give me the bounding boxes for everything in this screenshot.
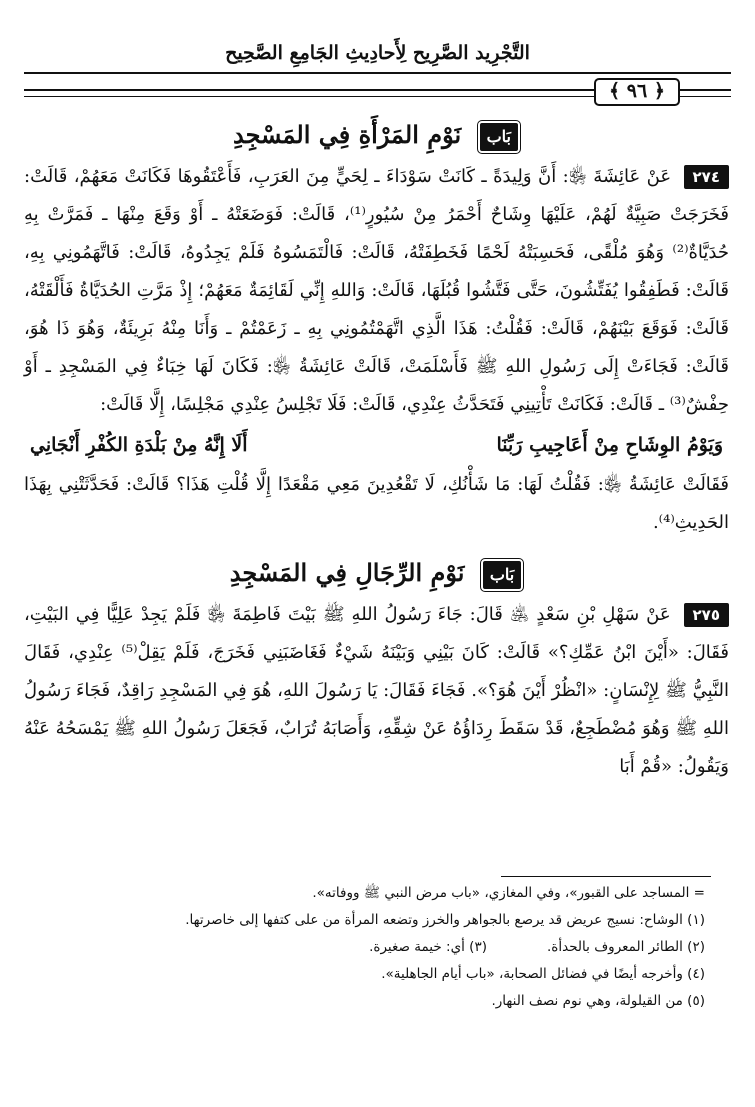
footnotes (40, 880, 705, 1015)
book-title: التَّجْرِيد الصَّرِيح لِأَحادِيثِ الجَامِعِ الصَّحِيح (225, 42, 530, 64)
hadith-text: عَنْ عَائِشَةَ ﵂: أَنَّ وَلِيدَةً ـ كَانَتْ سَوْدَاءَ ـ لِحَيٍّ مِنَ العَرَبِ، فَأَعْتَقُوهَا فَكَانَتْ مَعَهُمْ، قَالَتْ: فَخَرَجَتْ صَبِيَّةٌ لَهُمْ، عَلَيْهَا وِشَاحٌ أَحْمَرُ مِنْ سُيُورٍ⁽¹⁾، قَالَتْ: فَوَضَعَتْهُ ـ أَوْ وَقَعَ مِنْهَا ـ فَمَرَّتْ بِهِ حُدَيَّاةٌ⁽²⁾ وَهُوَ مُلْقًى، فَحَسِبَتْهُ لَحْمًا فَخَطِفَتْهُ، قَالَتْ: فَالْتَمَسُوهُ فَلَمْ يَجِدُوهُ، قَالَتْ: فَاتَّهَمُونِي بِهِ، قَالَتْ: فَطَفِقُوا يُفَتِّشُونَ، حَتَّى فَتَّشُوا قُبُلَهَا، قَالَتْ: وَاللهِ إِنِّي لَقَائِمَةٌ مَعَهُمْ؛ إِذْ مَرَّتِ الحُدَيَّاةُ فَأَلْقَتْهُ، قَالَتْ: فَوَقَعَ بَيْنَهُمْ، قَالَتْ: فَقُلْتُ: هَذَا الَّذِي اتَّهَمْتُمُونِي بِهِ ـ زَعَمْتُمْ ـ وَأَنَا مِنْهُ بَرِيئَةٌ، وَهُوَ ذَا هُوَ، قَالَتْ: فَجَاءَتْ إِلَى رَسُولِ اللهِ ﷺ فَأَسْلَمَتْ، قَالَتْ عَائِشَةُ ﵂: فَكَانَ لَهَا خِبَاءٌ فِي المَسْجِدِ ـ أَوْ حِفْشٌ⁽³⁾ ـ قَالَتْ: فَكَانَتْ تَأْتِينِي فَتَحَدَّثُ عِنْدِي، قَالَتْ: فَلَا تَجْلِسُ عِنْدِي مَجْلِسًا، إِلَّا قَالَتْ: (24, 166, 729, 415)
page-number-row (24, 78, 731, 102)
footnote-1: (١) الوشاح: نسيج عريض قد يرصع بالجواهر والخرز وتضعه المرأة من على كتفها إلى خاصرتها. (185, 912, 705, 928)
chapter-heading-2 (24, 550, 729, 596)
page-number: ﴿ ٩٦ ﴾ (594, 78, 680, 106)
hadith-274-continued: فَقَالَتْ عَائِشَةُ ﵂: فَقُلْتُ لَهَا: مَا شَأْنُكِ، لَا تَقْعُدِينَ مَعِي مَقْعَدًا إِلَّا قُلْتِ هَذَا؟ قَالَتْ: فَحَدَّثَتْنِي بِهَذَا الحَدِيثِ⁽⁴⁾. (24, 474, 729, 533)
footnote-4: (٤) وأخرجه أيضًا في فضائل الصحابة، «باب أيام الجاهلية». (381, 966, 705, 982)
footnote-rule (501, 876, 711, 877)
footnote-2: (٢) الطائر المعروف بالحدأة. (547, 939, 705, 955)
footnote-row (40, 934, 705, 961)
page-content (24, 112, 729, 786)
footnote-5: (٥) من القيلولة، وهي نوم نصف النهار. (491, 993, 705, 1009)
chapter-title: نَوْمِ المَرْأَةِ فِي المَسْجِدِ (233, 120, 462, 149)
hadith-number: ٢٧٤ (684, 165, 729, 189)
chapter-badge: بَاب (481, 559, 523, 591)
poem-hemistich-right: وَيَوْمُ الوِشَاحِ مِنْ أَعَاجِيبِ رَبِّنَا (496, 434, 723, 456)
footnote-continuation: = المساجد على القبور»، وفي المغازي، «باب مرض النبي ﷺ ووفاته». (312, 885, 705, 901)
hadith-number: ٢٧٥ (684, 603, 729, 627)
header-rule (24, 72, 731, 74)
chapter-heading-1 (24, 112, 729, 158)
footnote-3: (٣) أي: خيمة صغيرة. (369, 939, 487, 955)
poem-hemistich-left: أَلَا إِنَّهُ مِنْ بَلْدَةِ الكُفْرِ أَنْجَانِي (30, 434, 248, 456)
hadith-275 (24, 596, 729, 786)
hadith-274 (24, 158, 729, 424)
page-header (24, 38, 731, 100)
hadith-text: عَنْ سَهْلِ بْنِ سَعْدٍ ﵁ قَالَ: جَاءَ رَسُولُ اللهِ ﷺ بَيْتَ فَاطِمَةَ ﵂ فَلَمْ يَجِدْ عَلِيًّا فِي البَيْتِ، فَقَالَ: «أَيْنَ ابْنُ عَمِّكِ؟» قَالَتْ: كَانَ بَيْنِي وَبَيْنَهُ شَيْءٌ فَغَاضَبَنِي فَخَرَجَ، فَلَمْ يَقِلْ⁽⁵⁾ عِنْدِي، فَقَالَ النَّبِيُّ ﷺ لِإِنْسَانٍ: «انْظُرْ أَيْنَ هُوَ؟». فَجَاءَ فَقَالَ: يَا رَسُولَ اللهِ، هُوَ فِي المَسْجِدِ رَاقِدٌ، فَجَاءَ رَسُولُ اللهِ ﷺ وَهُوَ مُضْطَجِعٌ، قَدْ سَقَطَ رِدَاؤُهُ عَنْ شِقِّهِ، وَأَصَابَهُ تُرَابٌ، فَجَعَلَ رَسُولُ اللهِ ﷺ يَمْسَحُهُ عَنْهُ وَيَقُولُ: «قُمْ أَبَا (24, 604, 730, 777)
chapter-title: نَوْمِ الرِّجَالِ فِي المَسْجِدِ (229, 558, 465, 587)
chapter-badge: بَاب (478, 121, 520, 153)
poem-verse (24, 424, 729, 466)
